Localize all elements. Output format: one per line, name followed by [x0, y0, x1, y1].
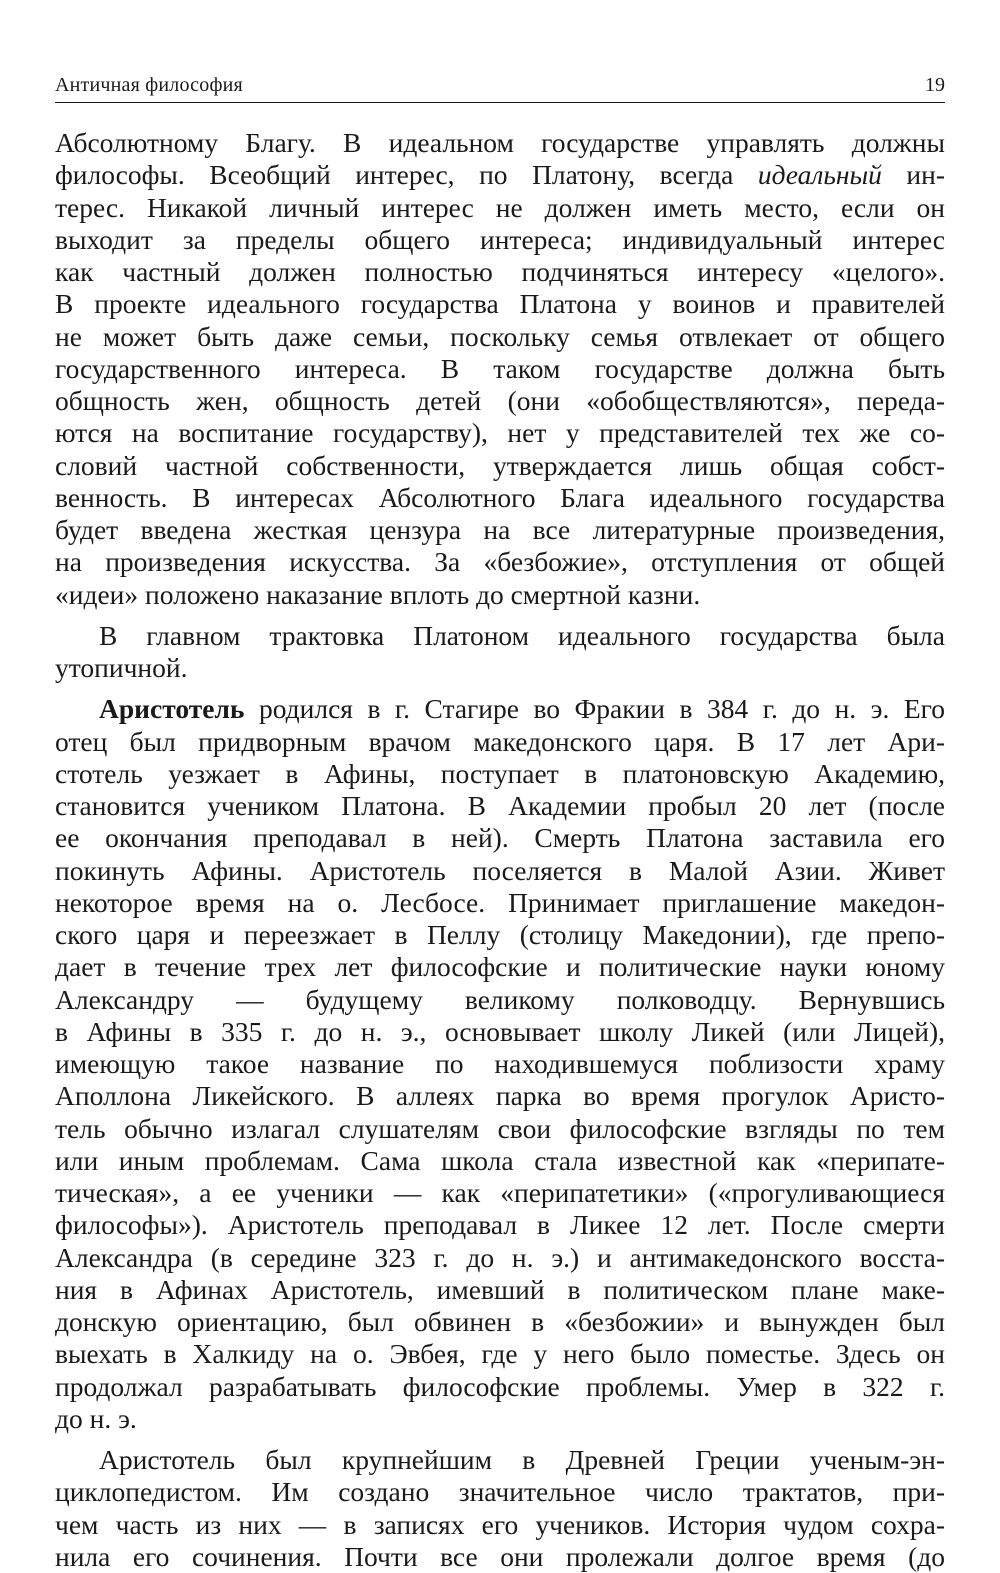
paragraph — [55, 693, 945, 1435]
text-line: до н. э. — [55, 1402, 137, 1434]
bold-name: Аристотель — [99, 693, 245, 725]
paragraph — [55, 620, 945, 685]
text-line: тическая», а ее ученики — как «перипатетики» («прогуливающиеся — [55, 1177, 945, 1208]
text-line: дает в течение трех лет философские и политические науки юному — [55, 951, 945, 983]
text-line: тель обычно излагал слушателям свои философские взгляды по тем — [55, 1112, 945, 1144]
text-line: «идеи» положено наказание вплоть до смертной казни. — [55, 578, 701, 610]
text-line: донскую ориентацию, был обвинен в «безбожии» и вынужден был — [55, 1306, 945, 1337]
text-line: ского царя и переезжает в Пеллу (столицу Македонии), где препо- — [55, 919, 945, 950]
text-line: Александру — будущему великому полководцу. Вернувшись — [55, 983, 945, 1015]
text-line: словий частной собственности, утверждается лишь общая собст- — [55, 449, 945, 481]
emphasis-text: идеальный — [757, 160, 882, 191]
text-line: общность жен, общность детей (они «обобществляются», переда- — [55, 385, 945, 416]
text-line: Аристотель родился в г. Стагире во Фракии в 384 г. до н. э. Его — [99, 693, 945, 725]
text-line: философы. Всеобщий интерес, по Платону, всегда идеальный ин- — [55, 160, 945, 191]
text-line: чем часть из них — в записях его учеников. История чудом сохра- — [55, 1508, 945, 1540]
text-line: покинуть Афины. Аристотель поселяется в Малой Азии. Живет — [55, 854, 945, 886]
text-line: или иным проблемам. Сама школа стала известной как «перипате- — [55, 1144, 945, 1176]
text-line: Аполлона Ликейского. В аллеях парка во время прогулок Аристо- — [55, 1080, 945, 1112]
text-line: не может быть даже семьи, поскольку семья отвлекает от общего — [55, 320, 945, 352]
page-body — [55, 127, 945, 1573]
text-line: ее окончания преподавал в ней). Смерть Платона заставила его — [55, 822, 945, 854]
text-line: Аристотель был крупнейшим в Древней Греции ученым-эн- — [99, 1444, 945, 1475]
text-line: на произведения искусства. За «безбожие», отступления от общей — [55, 546, 945, 578]
running-head-title: Античная философия — [55, 74, 243, 96]
text-line: выходит за пределы общего интереса; индивидуальный интерес — [55, 223, 945, 255]
text-line: отец был придворным врачом македонского царя. В 17 лет Ари- — [55, 725, 945, 757]
text-line: терес. Никакой личный интерес не должен иметь место, если он — [55, 191, 945, 223]
text-line: философы»). Аристотель преподавал в Ликее 12 лет. После смерти — [55, 1209, 945, 1241]
text-line: как частный должен полностью подчиняться интересу «целого». — [55, 256, 945, 287]
page-number: 19 — [925, 74, 945, 96]
text-line: В проекте идеального государства Платона у воинов и правителей — [55, 288, 945, 320]
text-line: Александра (в середине 323 г. до н. э.) и антимакедонского восста- — [55, 1241, 945, 1273]
text-line: ния в Афинах Аристотель, имевший в политическом плане маке- — [55, 1273, 945, 1305]
text-line: выехать в Халкиду на о. Эвбея, где у него было поместье. Здесь он — [55, 1338, 945, 1370]
text-line: государственного интереса. В таком государстве должна быть — [55, 352, 945, 384]
text-line: будет введена жесткая цензура на все литературные произведения, — [55, 514, 945, 545]
text-line: В главном трактовка Платоном идеального государства была — [99, 619, 945, 651]
text-line: в Афины в 335 г. до н. э., основывает школу Ликей (или Лицей), — [55, 1015, 945, 1047]
text-line: нила его сочинения. Почти все они пролежали долгое время (до — [55, 1540, 945, 1572]
text-line: имеющую такое название по находившемуся поблизости храму — [55, 1048, 945, 1079]
text-line: ются на воспитание государству), нет у представителей тех же со- — [55, 417, 945, 449]
paragraph — [55, 127, 945, 611]
running-header — [55, 72, 945, 103]
paragraph — [55, 1444, 945, 1573]
text-line: циклопедистом. Им создано значительное число трактатов, при- — [55, 1476, 945, 1508]
text-line: некоторое время на о. Лесбосе. Принимает приглашение македон- — [55, 886, 945, 918]
text-line: стотель уезжает в Афины, поступает в платоновскую Академию, — [55, 757, 945, 789]
text-line: становится учеником Платона. В Академии пробыл 20 лет (после — [55, 790, 945, 821]
text-line: утопичной. — [55, 652, 188, 683]
text-line: венность. В интересах Абсолютного Блага идеального государства — [55, 481, 945, 513]
text-line: Абсолютному Благу. В идеальном государстве управлять должны — [55, 127, 945, 158]
text-line: продолжал разрабатывать философские проблемы. Умер в 322 г. — [55, 1370, 945, 1402]
